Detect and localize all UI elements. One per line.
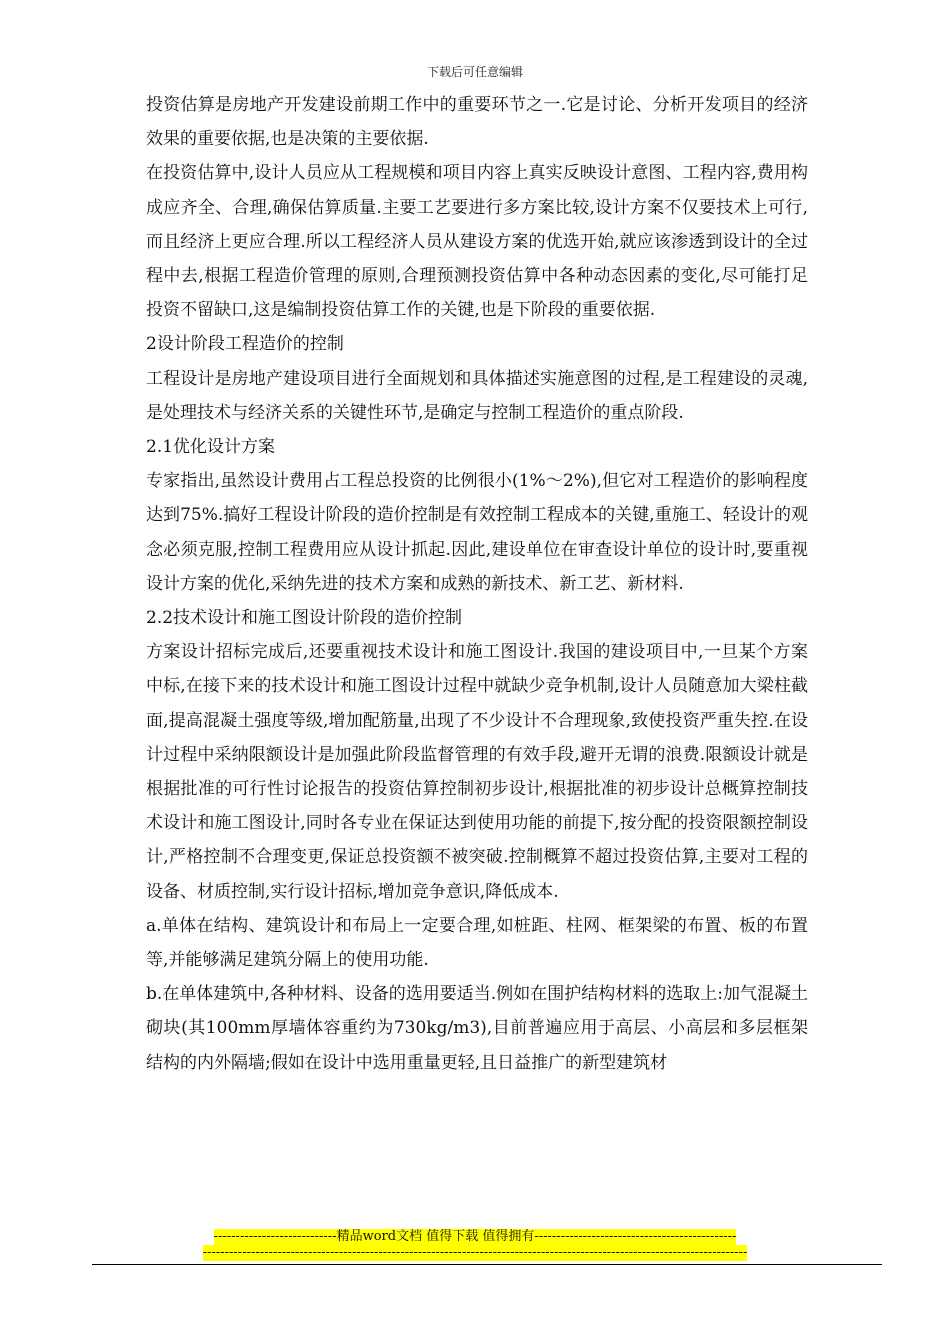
paragraph-intro: 投资估算是房地产开发建设前期工作中的重要环节之一.它是讨论、分析开发项目的经济效果的重要依据,也是决策的主要依据. [146,95,808,150]
paragraph-item-a: a.单体在结构、建筑设计和布局上一定要合理,如桩距、柱网、框架梁的布置、板的布置等,并能够满足建筑分隔上的使用功能. [146,915,808,971]
paragraph-design-stage: 工程设计是房地产建设项目进行全面规划和具体描述实施意图的过程,是工程建设的灵魂,是处理技术与经济关系的关键性环节,是确定与控制工程造价的重点阶段. [146,368,808,423]
footer-banner-text: ----------------------------精品word文档 值得下载 值得拥有---------------------------------------------- [213,1229,737,1244]
paragraph-estimation: 在投资估算中,设计人员应从工程规模和项目内容上真实反映设计意图、工程内容,费用构成应齐全、合理,确保估算质量.主要工艺要进行多方案比较,设计方案不仅要技术上可行,而且经济上更应合理.所以工程经济人员从建设方案的优选开始,就应该渗透到设计的全过程中去,根据工程造价管理的原则,合理预测投资估算中各种动态因素的变化,尽可能打足投资不留缺口,这是编制投资估算工作的关键,也是下阶段的重要依据. [146,163,808,321]
paragraph-item-b: b.在单体建筑中,各种材料、设备的选用要适当.例如在围护结构材料的选取上:加气混凝土砌块(其100mm厚墙体容重约为730kg/m3),目前普遍应用于高层、小高层和多层框架结构的内外隔墙;假如在设计中选用重量更轻,且日益推广的新型建筑材 [146,984,808,1073]
section-heading-2-2: 2.2技术设计和施工图设计阶段的造价控制 [146,608,463,629]
document-body [146,88,808,1080]
paragraph-cost-control: 方案设计招标完成后,还要重视技术设计和施工图设计.我国的建设项目中,一旦某个方案中标,在接下来的技术设计和施工图设计过程中就缺少竞争机制,设计人员随意加大梁柱截面,提高混凝土强度等级,增加配筋量,出现了不少设计不合理现象,致使投资严重失控.在设计过程中采纳限额设计是加强此阶段监督管理的有效手段,避开无谓的浪费.限额设计就是根据批准的可行性讨论报告的投资估算控制初步设计,根据批准的初步设计总概算控制技术设计和施工图设计,同时各专业在保证达到使用功能的前提下,按分配的投资限额控制设计,严格控制不合理变更,保证总投资额不被突破.控制概算不超过投资估算,主要对工程的设备、材质控制,实行设计招标,增加竞争意识,降低成本. [146,642,808,902]
page-header: 下载后可任意编辑 [426,65,523,79]
footer-dash-text: ---------------------------------------------------------------------------------------------------------------------------- [202,1245,748,1260]
footer-dash-line [0,1245,950,1266]
footer-divider [92,1264,882,1265]
paragraph-optimize-design: 专家指出,虽然设计费用占工程总投资的比例很小(1%～2%),但它对工程造价的影响程度达到75%.搞好工程设计阶段的造价控制是有效控制工程成本的关键,重施工、轻设计的观念必须克服,控制工程费用应从设计抓起.因此,建设单位在审查设计单位的设计时,要重视设计方案的优化,采纳先进的技术方案和成熟的新技术、新工艺、新材料. [146,471,808,594]
section-heading-2-1: 2.1优化设计方案 [146,437,276,458]
section-heading-2: 2设计阶段工程造价的控制 [146,334,344,355]
